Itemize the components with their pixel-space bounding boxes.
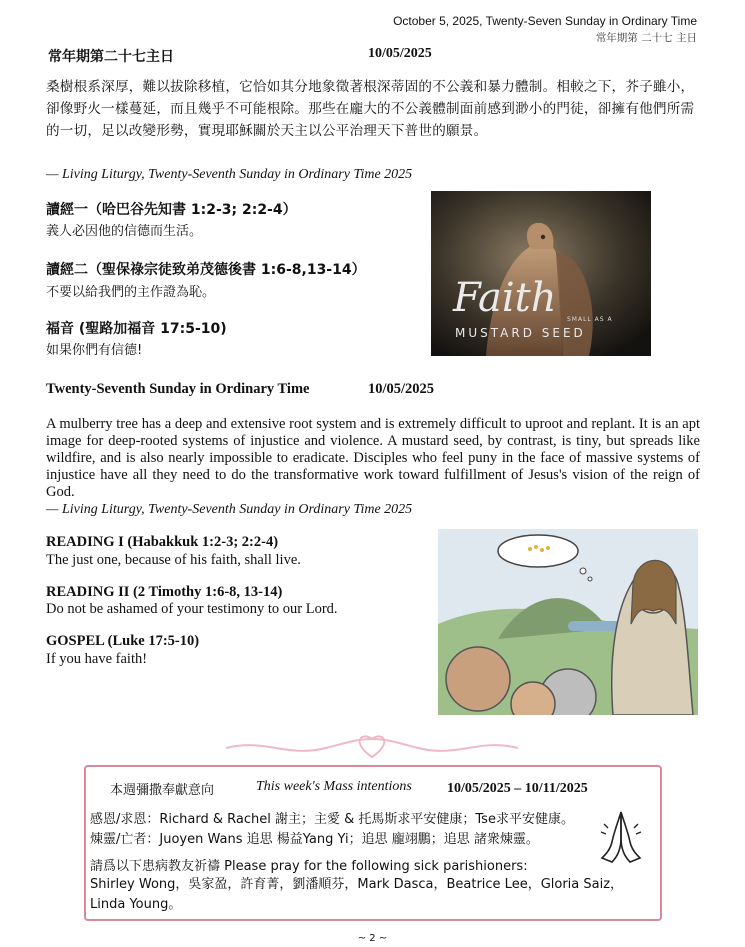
english-reading2-heading: READING II (2 Timothy 1:6-8, 13-14)	[46, 584, 283, 600]
chinese-reading2-heading: 讀經二（聖保祿宗徒致弟茂德後書 1:6-8,13-14）	[46, 262, 366, 278]
intentions-deceased: 煉靈/亡者：Juoyen Wans 追思 楊益Yang Yi；追思 龐翊鵬；追思 諸衆煉靈。	[90, 832, 539, 847]
faith-bottom-text: MUSTARD SEED	[455, 326, 586, 340]
chinese-reading1-heading: 讀經一（哈巴谷先知書 1:2-3; 2:2-4）	[46, 202, 297, 218]
chinese-gospel-text: 如果你們有信德!	[46, 343, 143, 358]
intentions-thanksgiving: 感恩/求恩：Richard & Rachel 謝主；主愛 & 托馬斯求平安健康；Tse求平安健康。	[90, 812, 574, 827]
praying-hands-icon	[598, 808, 644, 864]
chinese-title: 常年期第二十七主日	[48, 49, 174, 65]
english-citation: — Living Liturgy, Twenty-Seventh Sunday in Ordinary Time 2025	[46, 502, 413, 517]
intentions-sick-heading: 請爲以下患病教友祈禱 Please pray for the following sick parishioners:	[90, 859, 528, 874]
faith-small-text: SMALL AS A	[567, 316, 613, 323]
english-reading1-text: The just one, because of his faith, shall live.	[46, 552, 301, 568]
chinese-reading2-text: 不要以給我們的主作證為恥。	[46, 285, 216, 300]
faith-word: Faith	[453, 275, 557, 321]
english-reading2-text: Do not be ashamed of your testimony to our Lord.	[46, 601, 338, 617]
decorative-divider	[226, 733, 518, 763]
faith-mustard-seed-image	[431, 191, 651, 356]
english-paragraph: A mulberry tree has a deep and extensive root system and is extremely difficult to uproot and replant. It is an apt image for deep-rooted systems of injustice and violence. A mustard seed, by contrast, is tiny, but spreads like wildfire, and is also nearly impossible to eradicate. Disciples who feel puny in the face of massive systems of injustice have all they need to do the transformative work toward fulfillment of Jesus's vision of the reign of God.	[46, 416, 700, 500]
chinese-reading1-text: 義人必因他的信德而生活。	[46, 224, 203, 239]
chinese-paragraph: 桑樹根系深厚，難以拔除移植，它恰如其分地象徵著根深蒂固的不公義和暴力體制。相較之下，芥子雖小，卻像野火一樣蔓延，而且幾乎不可能根除。那些在龐大的不公義體制面前感到渺小的門徒，卻擁有他們所需的一切，足以改變形勢，實現耶穌關於天主以公平治理天下普世的願景。	[46, 79, 695, 139]
jesus-preaching-cartoon	[438, 529, 698, 715]
english-reading1-heading: READING I (Habakkuk 1:2-3; 2:2-4)	[46, 534, 279, 550]
chinese-citation: — Living Liturgy, Twenty-Seventh Sunday in Ordinary Time 2025	[46, 167, 413, 182]
english-title: Twenty-Seventh Sunday in Ordinary Time	[46, 381, 310, 397]
intentions-sick-names: Shirley Wong，吳家盈，許育菁，劉潘順芬，Mark Dasca，Beatrice Lee，Gloria Saiz，	[90, 877, 624, 892]
header-date-line: October 5, 2025, Twenty-Seven Sunday in Ordinary Time	[393, 14, 697, 28]
intentions-date-range: 10/05/2025 – 10/11/2025	[447, 781, 588, 796]
english-gospel-text: If you have faith!	[46, 651, 148, 667]
chinese-date: 10/05/2025	[368, 46, 432, 61]
english-gospel-heading: GOSPEL (Luke 17:5-10)	[46, 633, 200, 649]
english-date: 10/05/2025	[368, 381, 435, 397]
intentions-sick-names-cont: Linda Young。	[90, 897, 182, 912]
intentions-title-english: This week's Mass intentions	[256, 779, 412, 794]
page-number: ~ 2 ~	[357, 933, 388, 944]
intentions-title-chinese: 本週彌撒奉獻意向	[110, 783, 215, 798]
header-chinese-line: 常年期第 二十七 主日	[595, 32, 697, 44]
chinese-gospel-heading: 福音 (聖路加福音 17:5-10)	[46, 321, 227, 337]
